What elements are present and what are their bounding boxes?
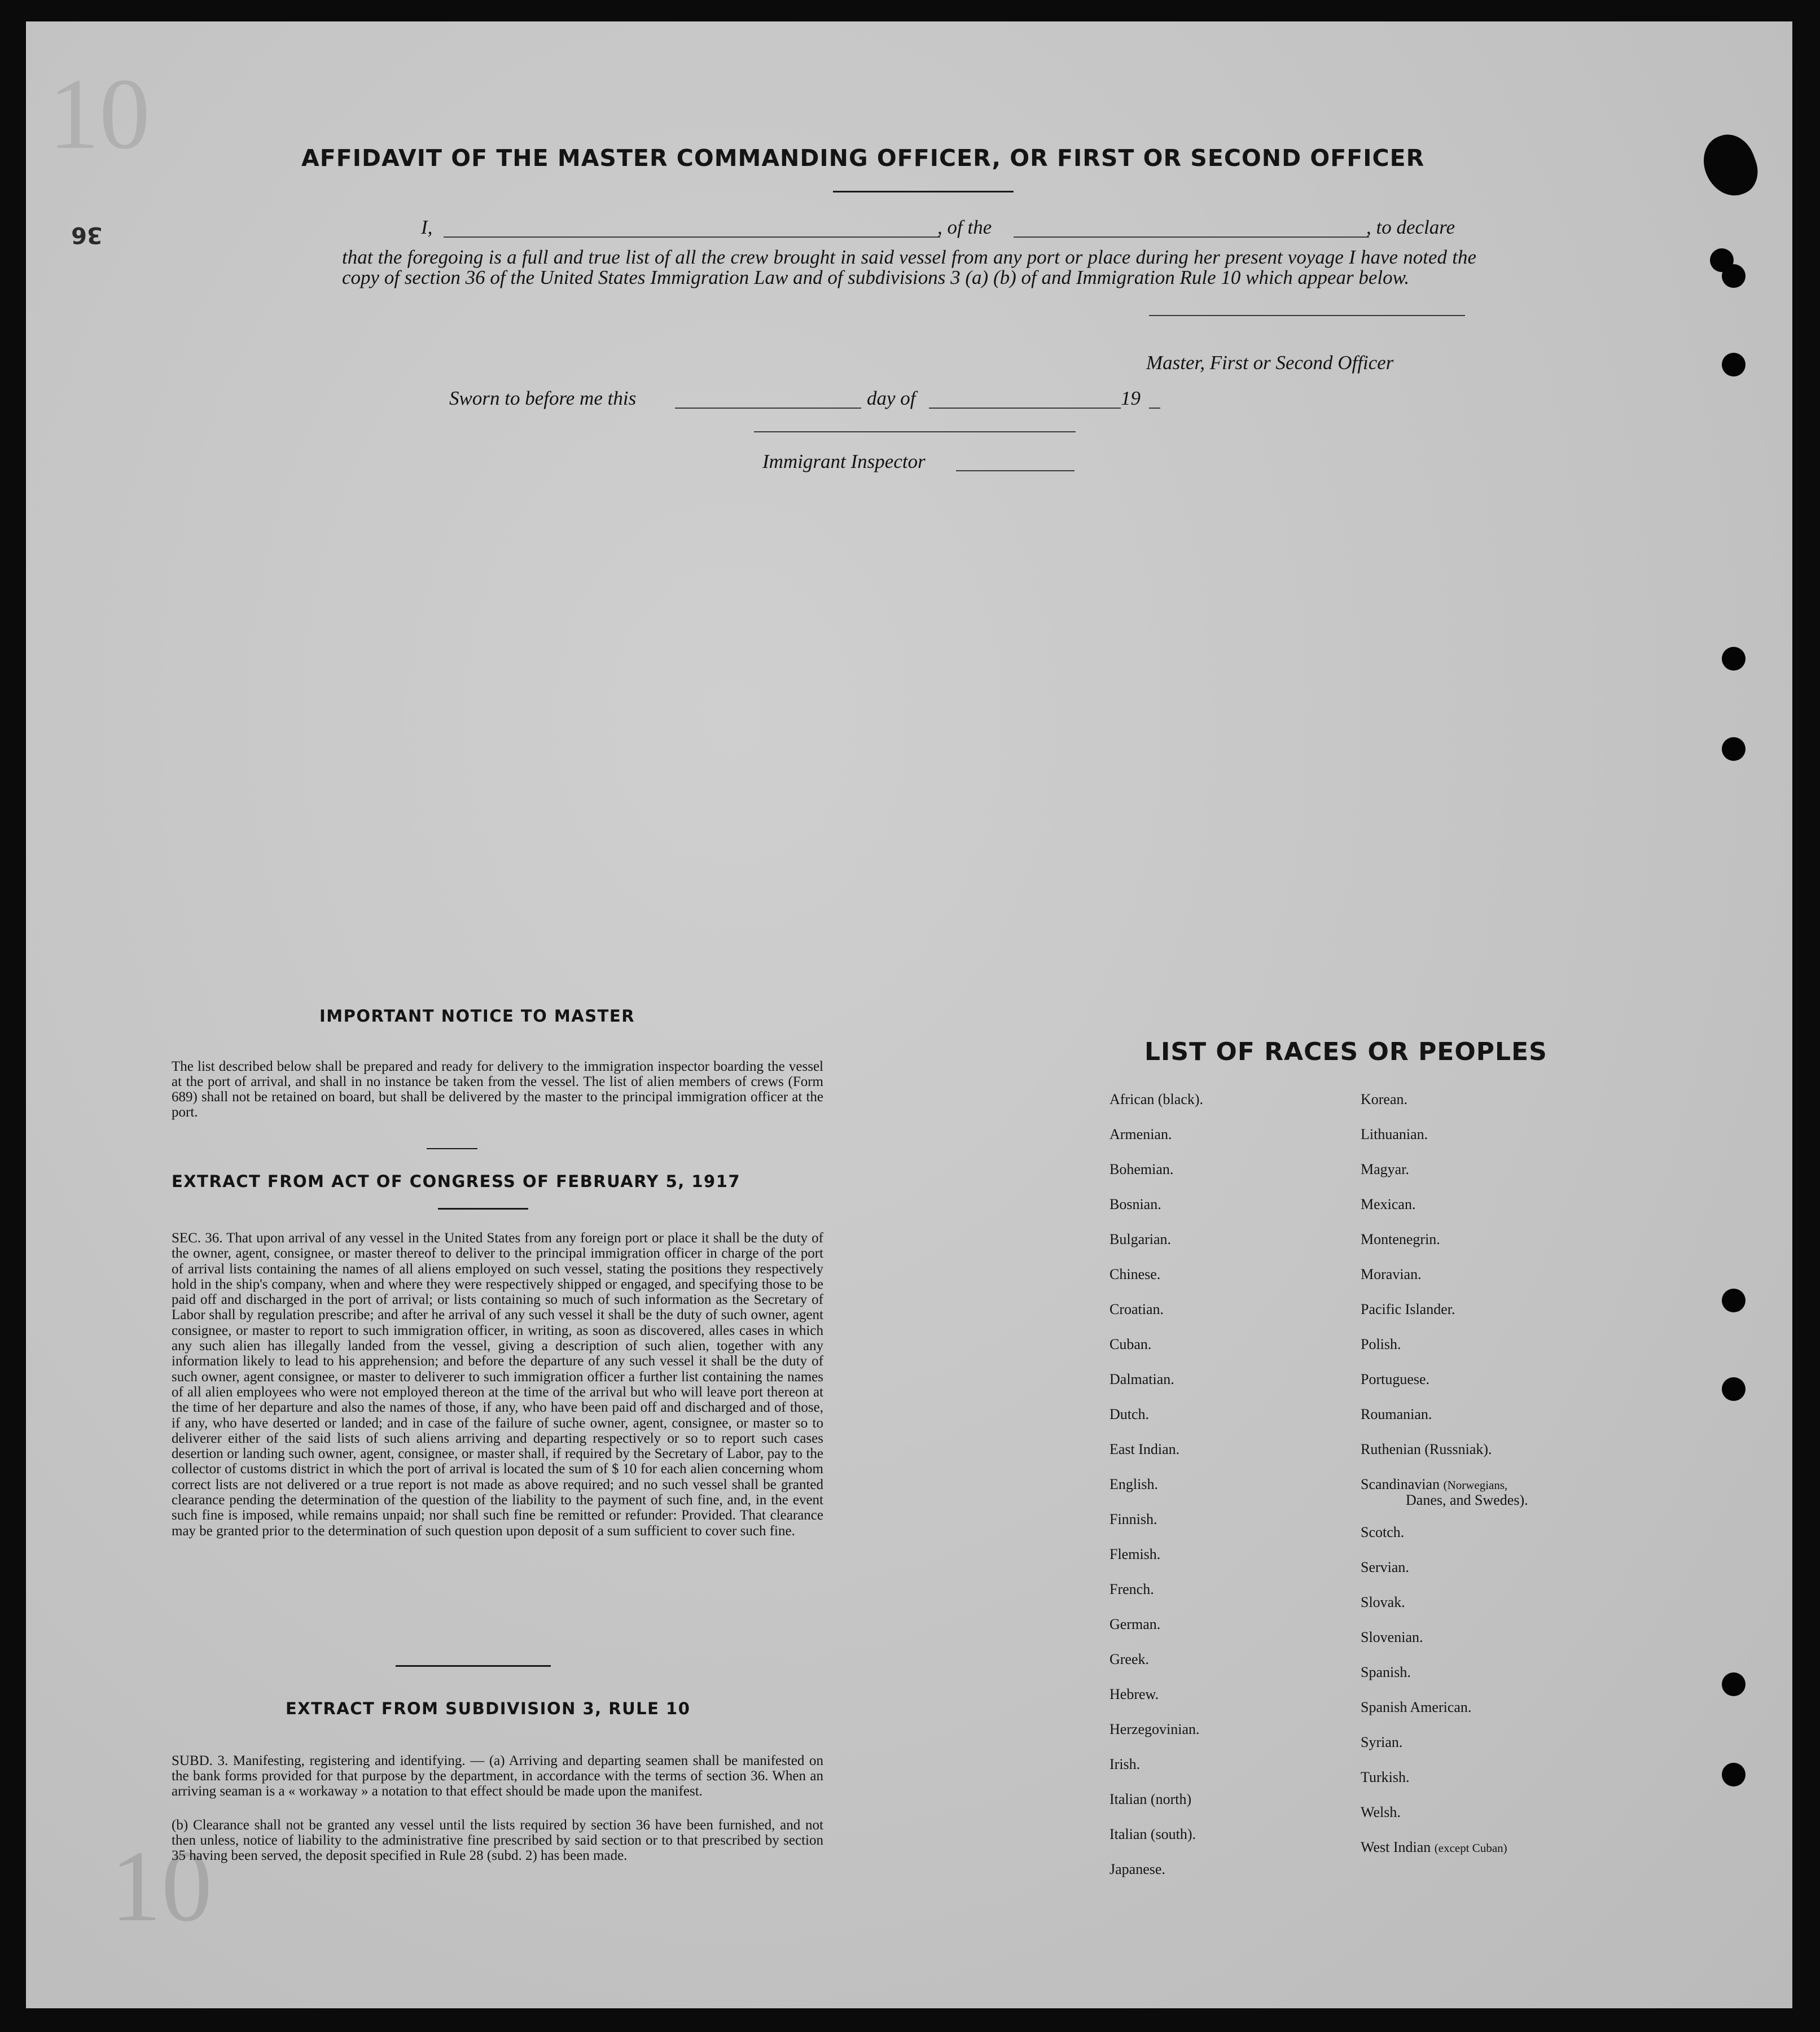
inspector-signature-line <box>754 431 1076 432</box>
race-item: Polish. <box>1361 1336 1401 1352</box>
race-item: Cuban. <box>1109 1336 1152 1352</box>
inspector-blank <box>956 470 1075 471</box>
year-blank <box>1149 408 1160 409</box>
faded-page-number-bottom: 10 <box>111 1830 212 1942</box>
rule-heading: EXTRACT FROM SUBDIVISION 3, RULE 10 <box>286 1699 691 1718</box>
affidavit-body: that the foregoing is a full and true list of all the crew brought in said vessel from any port or place during her present voyage I have noted the copy of section 36 of the United States Immigration Law and of subdivisions 3 (a) (b) of and Immigration Rule 10 which appear below. <box>342 246 1476 288</box>
race-item: Japanese. <box>1109 1861 1165 1877</box>
separator-rule <box>396 1665 551 1667</box>
race-item: Herzegovinian. <box>1109 1721 1200 1737</box>
race-item: Moravian. <box>1361 1266 1422 1282</box>
race-item: Mexican. <box>1361 1196 1416 1212</box>
master-signature-line <box>1149 315 1465 316</box>
punch-hole <box>1722 647 1746 671</box>
affidavit-to-declare: , to declare <box>1366 216 1455 238</box>
faded-page-number-top: 10 <box>49 58 150 170</box>
race-item <box>1361 1839 1507 1856</box>
act-body: SEC. 36. That upon arrival of any vessel in the United States from any foreign port or place it shall be the duty of the owner, agent, consignee, or master thereof to deliver to the principal immigration officer in charge of the port of arrival lists containing the names of all aliens employed on such vessel, stating the positions they respectively hold in the ship's company, when and where they were respectively shipped or engaged, and specifying those to be paid off and discharged in the port of arrival; or lists containing so much of such information as the Secretary of Labor shall by regulation prescribe; and after he arrival of any such vessel it shall be the duty of such owner, agent consignee, or master to report to such immigration officer, in writing, as soon as discovered, alles cases in which any such alien has illegally landed from the vessel, giving a description of such alien, together with any information likely to lead to his apprehension; and before the departure of any such vessel it shall be the duty of such owner, agent consignee, or master to deliverer to such immigration officer a further list containing the names of all alien employees who were not employed thereon at the time of the arrival but who will leave port thereon at the time of her departure and also the names of those, if any, who have been paid off and discharged and of those, if any, who have deserted or landed; and in case of the failure of suche owner, agent, consignee, or master so to deliverer either of the said lists of such aliens arriving and departing respectively or so to report such cases desertion or landing such owner, agent, consignee, or master shall, if required by the Secretary of Labor, pay to the collector of customs district in which the port of arrival is located the sum of $ 10 for each alien concerning whom correct lists are not delivered or a true report is not made as above required; and no such vessel shall be granted clearance pending the determination of the question of the liability to the payment of such fine, and, in the event such fine is imposed, while remains unpaid; nor shall such fine be remitted or refunder: Provided. That clearance may be granted prior to the determination of such question upon deposit of a sum sufficient to cover such fine. <box>172 1230 823 1539</box>
notice-body: The list described below shall be prepared and ready for delivery to the immigration inspector boarding the vessel at the port of arrival, and shall in no instance be taken from the vessel. The list of alien members of crews (Form 689) shall not be retained on board, but shall be delivered by the master to the principal immigration officer at the port. <box>172 1059 823 1120</box>
rule-body-b: (b) Clearance shall not be granted any vessel until the lists required by section 36 have been furnished, and not then unless, notice of liability to the administrative fine prescribed by said section or to that prescribed by section 35 having been served, the deposit specified in Rule 28 (subd. 2) has been made. <box>172 1818 823 1863</box>
side-number: 36 <box>71 222 103 248</box>
race-item: Syrian. <box>1361 1734 1403 1750</box>
race-item: Roumanian. <box>1361 1406 1432 1422</box>
master-label: Master, First or Second Officer <box>1146 352 1394 374</box>
race-item: Spanish American. <box>1361 1699 1472 1715</box>
race-item: Turkish. <box>1361 1769 1410 1785</box>
rule-body-a: SUBD. 3. Manifesting, registering and identifying. — (a) Arriving and departing seamen shall be manifested on the bank forms provided for that purpose by the department, in accordance with the terms of section 36. When an arriving seaman is a « workaway » a notation to that effect should be made upon the manifest. <box>172 1753 823 1799</box>
race-item: English. <box>1109 1476 1158 1492</box>
race-name: Scandinavian <box>1361 1476 1440 1492</box>
race-item: Dalmatian. <box>1109 1371 1174 1387</box>
race-item: Slovak. <box>1361 1594 1405 1610</box>
race-item: German. <box>1109 1616 1161 1632</box>
race-item: Portuguese. <box>1361 1371 1430 1387</box>
affidavit-title: AFFIDAVIT OF THE MASTER COMMANDING OFFICER, OR FIRST OR SECOND OFFICER <box>301 144 1425 172</box>
act-underline <box>438 1208 528 1210</box>
separator <box>427 1148 477 1149</box>
race-item: Finnish. <box>1109 1511 1157 1527</box>
punch-hole <box>1722 737 1746 761</box>
race-item: Flemish. <box>1109 1546 1161 1562</box>
notice-heading: IMPORTANT NOTICE TO MASTER <box>319 1006 635 1026</box>
sworn-label: Sworn to before me this <box>449 387 637 409</box>
manifest-sheet <box>26 21 1792 2008</box>
inspector-label: Immigrant Inspector <box>762 450 926 472</box>
affidavit-i: I, <box>421 216 433 238</box>
punch-hole <box>1722 1672 1746 1696</box>
race-item: Irish. <box>1109 1756 1141 1772</box>
race-note: (except Cuban) <box>1434 1841 1507 1855</box>
race-item: Chinese. <box>1109 1266 1161 1282</box>
race-item: Bulgarian. <box>1109 1231 1172 1247</box>
race-item: African (black). <box>1109 1091 1204 1107</box>
race-item: Lithuanian. <box>1361 1126 1428 1142</box>
race-note: (Norwegians, <box>1443 1478 1508 1492</box>
race-item: Greek. <box>1109 1651 1150 1667</box>
name-blank <box>444 237 940 238</box>
act-heading: EXTRACT FROM ACT OF CONGRESS OF FEBRUARY 5, 1917 <box>172 1172 741 1191</box>
month-blank <box>929 408 1121 409</box>
races-title: LIST OF RACES OR PEOPLES <box>1144 1037 1547 1066</box>
race-item <box>1361 1476 1507 1493</box>
day-of-label: day of <box>867 387 916 409</box>
race-item: Bosnian. <box>1109 1196 1161 1212</box>
race-name: West Indian <box>1361 1839 1431 1855</box>
affidavit-of-the: , of the <box>937 216 992 238</box>
race-item: Servian. <box>1361 1559 1409 1575</box>
ink-blot <box>1696 128 1765 203</box>
vessel-blank <box>1014 237 1369 238</box>
race-item: East Indian. <box>1109 1441 1180 1457</box>
race-item: Italian (south). <box>1109 1826 1196 1842</box>
race-note-continued: Danes, and Swedes). <box>1406 1492 1528 1508</box>
punch-hole <box>1722 353 1746 376</box>
race-item: Magyar. <box>1361 1161 1409 1177</box>
race-item: Pacific Islander. <box>1361 1301 1455 1317</box>
race-item: Korean. <box>1361 1091 1408 1107</box>
race-item: Dutch. <box>1109 1406 1150 1422</box>
race-item: Armenian. <box>1109 1126 1172 1142</box>
punch-hole <box>1722 1763 1746 1786</box>
year-prefix: 19 <box>1121 387 1141 409</box>
race-item: Montenegrin. <box>1361 1231 1440 1247</box>
race-item: Slovenian. <box>1361 1629 1423 1645</box>
race-item: French. <box>1109 1581 1154 1597</box>
punch-hole <box>1722 1377 1746 1401</box>
race-item: Bohemian. <box>1109 1161 1174 1177</box>
day-blank <box>675 408 861 409</box>
punch-hole <box>1722 1289 1746 1312</box>
race-item: Croatian. <box>1109 1301 1164 1317</box>
race-item: Hebrew. <box>1109 1686 1159 1702</box>
race-item: Welsh. <box>1361 1804 1401 1820</box>
race-item: Ruthenian (Russniak). <box>1361 1441 1492 1457</box>
title-underline <box>833 191 1014 192</box>
race-item: Scotch. <box>1361 1524 1405 1540</box>
race-item: Italian (north) <box>1109 1791 1192 1807</box>
punch-hole <box>1722 264 1746 288</box>
race-item: Spanish. <box>1361 1664 1411 1680</box>
